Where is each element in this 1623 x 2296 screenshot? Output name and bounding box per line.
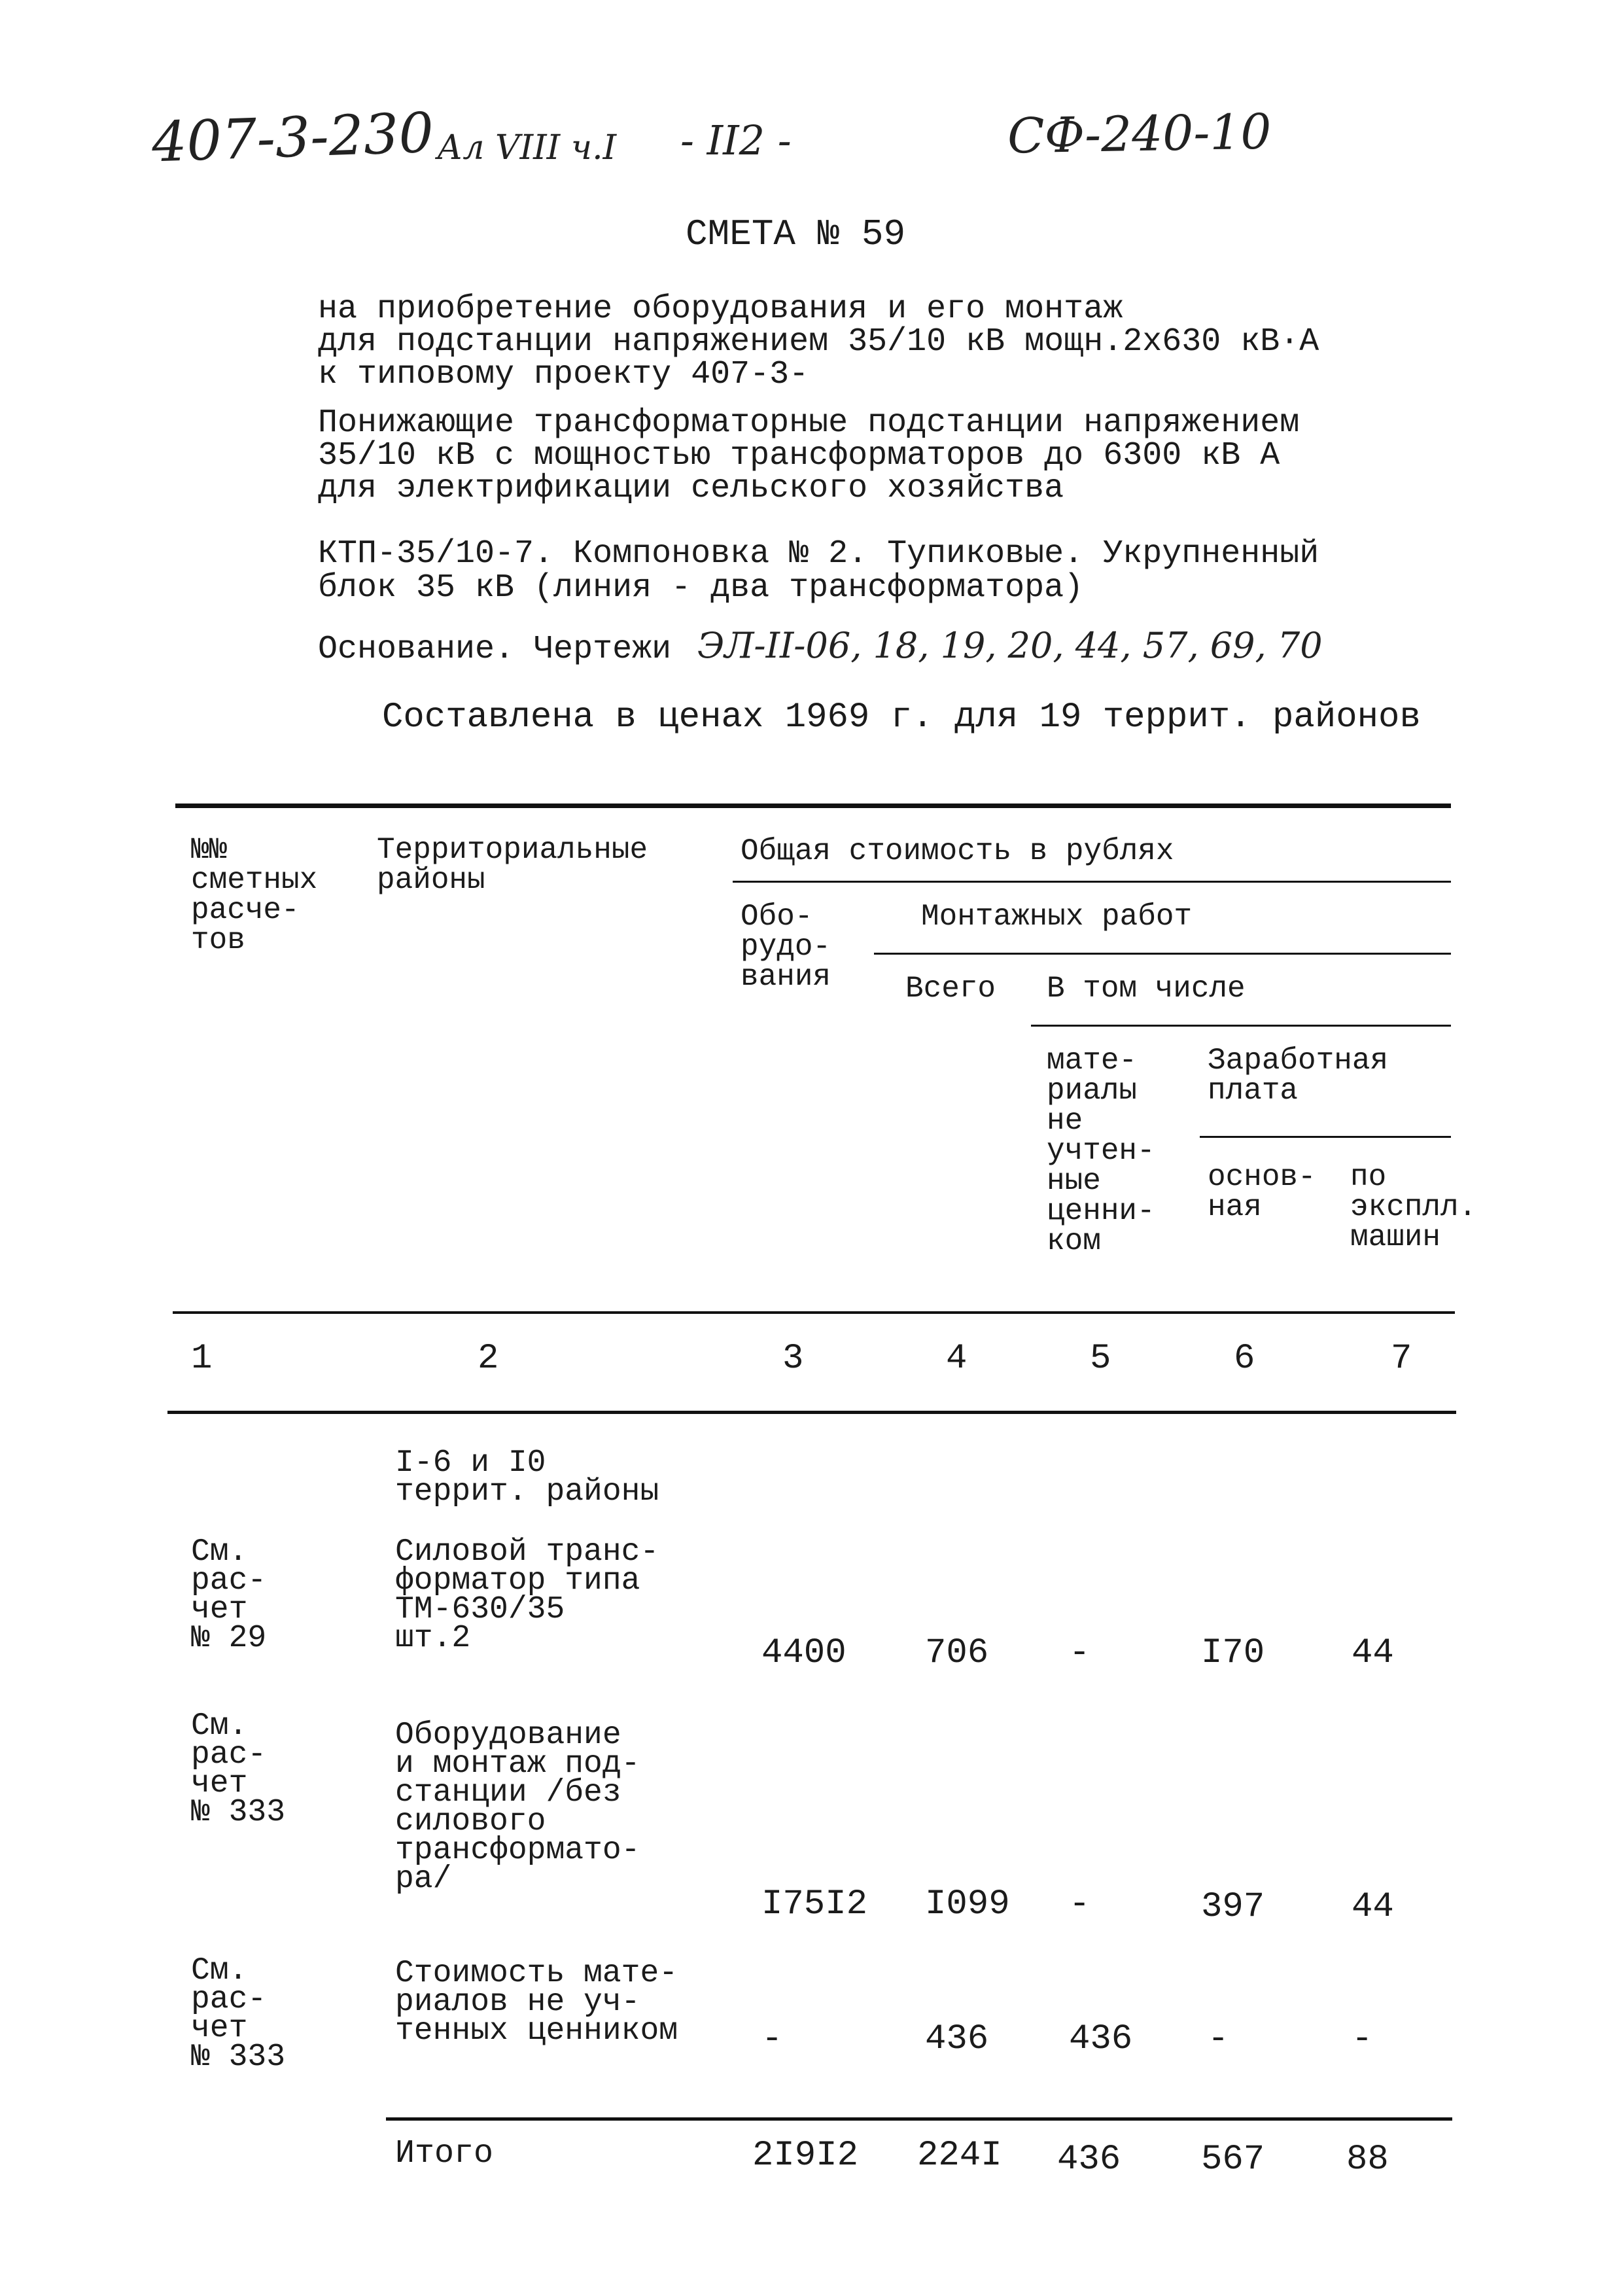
header-territorial-districts: Территориальные районы xyxy=(377,833,648,897)
header-all: Всего xyxy=(905,972,996,1006)
header-machine-wages: по эксплл. машин xyxy=(1350,1160,1477,1254)
column-number-2: 2 xyxy=(478,1339,499,1379)
purpose-line-3: к типовому проекту 407-3- xyxy=(318,356,809,393)
purpose-line-1: на приобретение оборудования и его монтаж xyxy=(318,291,1123,328)
row-1-machines: 44 xyxy=(1352,1633,1394,1673)
total-machines: 88 xyxy=(1346,2140,1389,2180)
total-all: 224I xyxy=(917,2136,1002,2176)
handwritten-album-number: Ал VIII ч.I xyxy=(437,128,617,168)
total-rule xyxy=(386,2117,1452,2121)
column-number-4: 4 xyxy=(946,1339,968,1379)
row-2-equipment: I75I2 xyxy=(761,1884,868,1924)
header-installation: Монтажных работ xyxy=(921,900,1193,934)
row-2-basic: 397 xyxy=(1201,1887,1265,1927)
rule-under-total-cost xyxy=(733,881,1451,883)
row-3-materials: 436 xyxy=(1069,2019,1133,2059)
row-3-machines: - xyxy=(1352,2019,1373,2059)
total-materials: 436 xyxy=(1057,2140,1121,2180)
header-bottom-rule xyxy=(173,1311,1455,1314)
total-basic: 567 xyxy=(1201,2140,1265,2180)
ktp-line-1: КТП-35/10-7. Компоновка № 2. Тупиковые. Укрупненный xyxy=(318,535,1319,573)
handwritten-reference-code: СФ-240-10 xyxy=(1007,103,1272,165)
row-2-all: I099 xyxy=(925,1884,1010,1924)
group-label: I-6 и I0 террит. районы xyxy=(395,1445,659,1510)
row-1-name: Силовой транс- форматор типа ТМ-630/35 шт.2 xyxy=(395,1534,659,1656)
header-estimate-numbers: №№ сметных расче- тов xyxy=(191,833,318,957)
project-line-1: Понижающие трансформаторные подстанции напряжением xyxy=(318,404,1300,442)
basis-drawings: ЭЛ-II-06, 18, 19, 20, 44, 57, 69, 70 xyxy=(697,625,1323,666)
document-title: СМЕТА № 59 xyxy=(686,213,906,255)
header-including: В том числе xyxy=(1047,972,1246,1006)
project-line-3: для электрификации сельского хозяйства xyxy=(318,470,1064,507)
row-2-name: Оборудование и монтаж под- станции /без силового трансформато- ра/ xyxy=(395,1718,640,1897)
row-1-equipment: 4400 xyxy=(761,1633,846,1673)
prices-note: Составлена в ценах 1969 г. для 19 террит. районов xyxy=(382,698,1421,737)
header-materials: мате- риалы не учтен- ные ценни- ком xyxy=(1047,1044,1155,1258)
row-2-machines: 44 xyxy=(1352,1887,1394,1927)
row-1-reference: См. рас- чет № 29 xyxy=(191,1534,267,1656)
column-number-1: 1 xyxy=(191,1339,213,1379)
column-number-5: 5 xyxy=(1090,1339,1111,1379)
header-total-cost: Общая стоимость в рублях xyxy=(741,834,1174,868)
row-3-all: 436 xyxy=(925,2019,989,2059)
row-1-materials: - xyxy=(1069,1633,1091,1673)
rule-under-installation xyxy=(874,953,1451,955)
header-wages: Заработная плата xyxy=(1208,1044,1389,1108)
row-3-basic: - xyxy=(1208,2019,1229,2059)
total-equipment: 2I9I2 xyxy=(752,2136,859,2176)
column-numbers-rule xyxy=(167,1411,1456,1414)
row-1-all: 706 xyxy=(925,1633,989,1673)
row-2-reference: См. рас- чет № 333 xyxy=(191,1708,286,1830)
column-number-6: 6 xyxy=(1234,1339,1255,1379)
column-number-3: 3 xyxy=(782,1339,804,1379)
rule-under-including xyxy=(1031,1025,1451,1027)
row-3-equipment: - xyxy=(761,2019,783,2059)
ktp-line-2: блок 35 кВ (линия - два трансформатора) xyxy=(318,569,1084,607)
row-3-name: Стоимость мате- риалов не уч- тенных ценником xyxy=(395,1956,678,2049)
table-top-rule xyxy=(175,804,1451,808)
row-1-basic: I70 xyxy=(1201,1633,1265,1673)
handwritten-project-code: 407-3-230 xyxy=(150,100,435,175)
purpose-line-2: для подстанции напряжением 35/10 кВ мощн.2х630 кВ·А xyxy=(318,323,1319,361)
row-3-reference: См. рас- чет № 333 xyxy=(191,1953,286,2075)
basis-label: Основание. Чертежи xyxy=(318,631,672,668)
handwritten-page-number: - II2 - xyxy=(680,116,792,164)
header-equipment: Обо- рудо- вания xyxy=(741,900,831,994)
row-2-materials: - xyxy=(1069,1884,1091,1924)
total-label: Итого xyxy=(395,2135,494,2172)
project-line-2: 35/10 кВ с мощностью трансформаторов до 6300 кВ А xyxy=(318,437,1280,474)
column-number-7: 7 xyxy=(1391,1339,1412,1379)
rule-under-wages xyxy=(1200,1136,1451,1138)
header-basic-wages: основ- ная xyxy=(1208,1160,1316,1224)
